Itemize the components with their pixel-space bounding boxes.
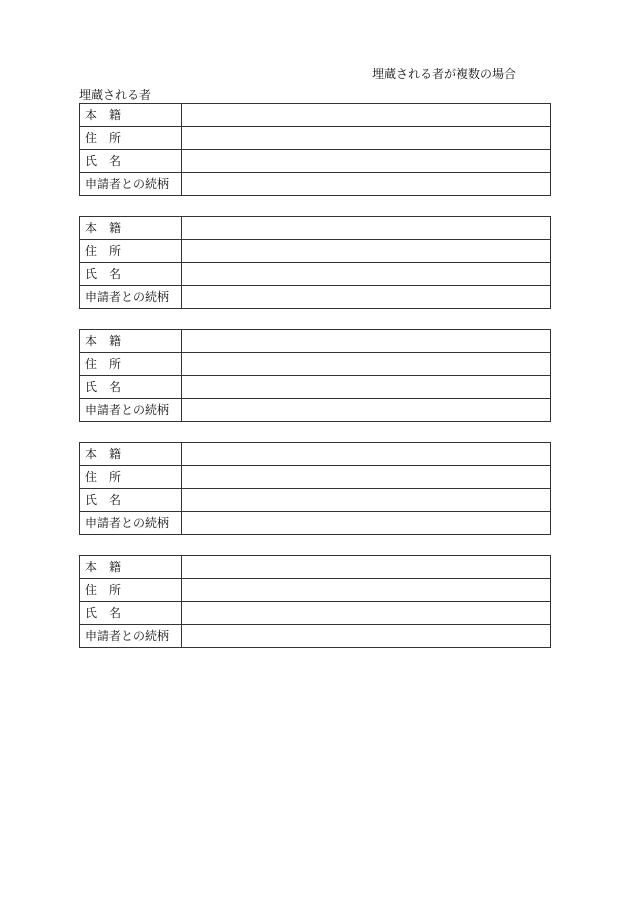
label-jusho: 住 所 [80,127,182,150]
value-shimei[interactable] [182,150,551,173]
value-jusho[interactable] [182,579,551,602]
value-zokugara[interactable] [182,625,551,648]
record-table-4 [79,442,551,535]
row-zokugara [80,512,551,535]
record-table-2 [79,216,551,309]
row-jusho [80,353,551,376]
record-table-1 [79,103,551,196]
row-honseki [80,330,551,353]
record-table-3 [79,329,551,422]
record-forms [79,103,551,668]
value-honseki[interactable] [182,217,551,240]
label-zokugara: 申請者との続柄 [80,286,182,309]
label-jusho: 住 所 [80,466,182,489]
row-shimei [80,489,551,512]
row-zokugara [80,625,551,648]
label-honseki: 本 籍 [80,104,182,127]
row-shimei [80,602,551,625]
row-honseki [80,104,551,127]
value-shimei[interactable] [182,489,551,512]
label-jusho: 住 所 [80,353,182,376]
label-jusho: 住 所 [80,240,182,263]
label-zokugara: 申請者との続柄 [80,625,182,648]
row-honseki [80,556,551,579]
value-shimei[interactable] [182,263,551,286]
label-honseki: 本 籍 [80,443,182,466]
label-shimei: 氏 名 [80,489,182,512]
record-table-5 [79,555,551,648]
value-zokugara[interactable] [182,286,551,309]
label-shimei: 氏 名 [80,150,182,173]
label-zokugara: 申請者との続柄 [80,512,182,535]
row-jusho [80,240,551,263]
label-shimei: 氏 名 [80,376,182,399]
row-jusho [80,579,551,602]
header-note: 埋蔵される者が複数の場合 [372,67,517,81]
value-honseki[interactable] [182,104,551,127]
label-zokugara: 申請者との続柄 [80,173,182,196]
row-honseki [80,217,551,240]
value-zokugara[interactable] [182,173,551,196]
label-honseki: 本 籍 [80,330,182,353]
row-zokugara [80,173,551,196]
label-shimei: 氏 名 [80,602,182,625]
value-honseki[interactable] [182,330,551,353]
value-shimei[interactable] [182,376,551,399]
row-jusho [80,466,551,489]
row-shimei [80,150,551,173]
row-zokugara [80,286,551,309]
value-shimei[interactable] [182,602,551,625]
value-jusho[interactable] [182,353,551,376]
row-jusho [80,127,551,150]
row-honseki [80,443,551,466]
value-zokugara[interactable] [182,512,551,535]
value-jusho[interactable] [182,240,551,263]
label-jusho: 住 所 [80,579,182,602]
value-honseki[interactable] [182,556,551,579]
row-zokugara [80,399,551,422]
section-label: 埋蔵される者 [79,88,152,102]
value-jusho[interactable] [182,466,551,489]
label-honseki: 本 籍 [80,217,182,240]
value-honseki[interactable] [182,443,551,466]
row-shimei [80,376,551,399]
value-zokugara[interactable] [182,399,551,422]
row-shimei [80,263,551,286]
label-shimei: 氏 名 [80,263,182,286]
value-jusho[interactable] [182,127,551,150]
label-honseki: 本 籍 [80,556,182,579]
label-zokugara: 申請者との続柄 [80,399,182,422]
